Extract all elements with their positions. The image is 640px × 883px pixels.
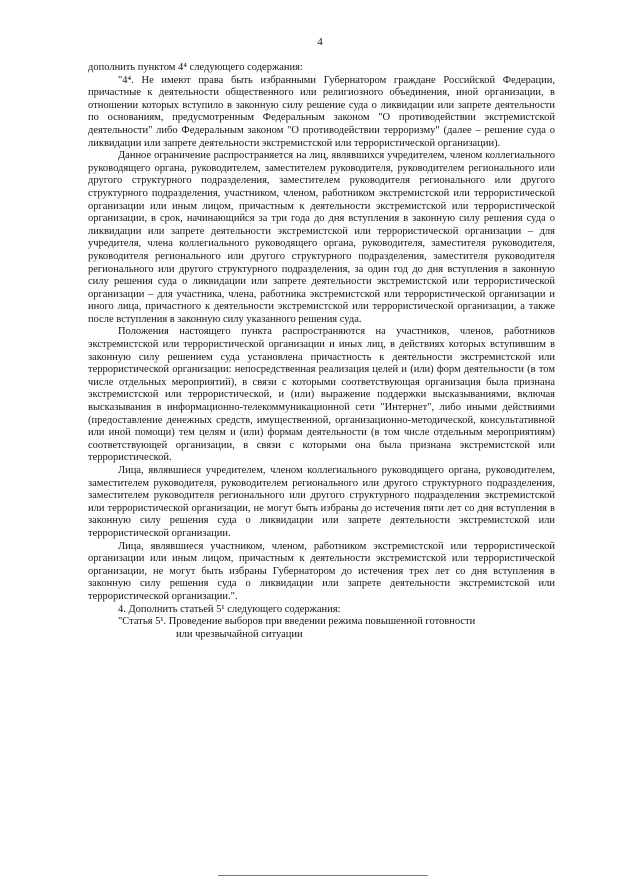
paragraph-add-article: 4. Дополнить статьей 5¹ следующего содержания: (118, 603, 341, 615)
paragraph-provisions: Положения настоящего пункта распространяются на участников, членов, работников экстремистской или террористической организации и иных лиц, в действиях которых вступившим в законную силу решением суда установлена причастность к деятельности экстремистской или террористической организации: непосредственная реализация целей и (или) форм деятельности (в том числе отдельных мероприятий), в связи с которыми соответствующая организация была признана экстремистской или террористической, и (или) выражение поддержки высказываниями, включая высказывания в информационно-телекоммуникационной сети "Интернет", либо иными действиями (предоставление денежных средств, имущественной, организационно-методической, консультативной или иной помощи) тем целям и (или) формам деятельности (в том числе отдельным мероприятиям) соответствующей организации, в связи с которыми она была признана экстремистской или террористической. (88, 326, 555, 464)
intro-line: дополнить пунктом 4⁴ следующего содержания: (88, 62, 303, 73)
paragraph-item-4-4: "4⁴. Не имеют права быть избранными Губернатором граждане Российской Федерации, причастные к деятельности общественного или религиозного объединения, иной организации, в отношении которых вступило в законную силу решение суда о ликвидации или запрете деятельности по основаниям, предусмотренным Федеральным законом "О противодействии экстремистской деятельности" либо Федеральным законом "О противодействии терроризму" (далее – решение суда о ликвидации или запрете деятельности экстремистской или террористической организации). (88, 74, 555, 149)
document-body (88, 62, 555, 641)
article-heading-line1: "Статья 5¹. Проведение выборов при введении режима повышенной готовности (118, 616, 476, 628)
paragraph-members-three-years: Лица, являвшиеся участником, членом, работником экстремистской или террористической организации или иным лицом, причастным к деятельности экстремистской или террористической организации, не могут быть избраны Губернатором до истечения трех лет со дня вступления в законную силу решения суда о ликвидации или запрете деятельности экстремистской или террористической организации.". (88, 540, 555, 602)
page-bottom-divider (218, 875, 428, 876)
article-heading-line2: или чрезвычайной ситуации (176, 628, 303, 640)
page-number: 4 (317, 36, 323, 48)
paragraph-founders-five-years: Лица, являвшиеся учредителем, членом коллегиального руководящего органа, руководителем, заместителем руководителя, руководителем регионального или другого структурного подразделения, заместителем руководителя регионального или другого структурного подразделения экстремистской или террористической организации, не могут быть избраны до истечения пяти лет со дня вступления в законную силу решения суда о ликвидации или запрете деятельности экстремистской или террористической организации. (88, 465, 555, 539)
paragraph-restriction-scope: Данное ограничение распространяется на лиц, являвшихся учредителем, членом коллегиального руководящего органа, руководителем, заместителем руководителя, руководителем регионального или другого структурного подразделения, заместителем руководителя регионального или другого структурного подразделения, участником, членом, работником экстремистской или террористической организации или иным лицом, причастным к деятельности экстремистской или террористической организации, в срок, начинающийся за три года до дня вступления в законную силу решения суда о ликвидации или запрете деятельности экстремистской или террористической организации – для учредителя, члена коллегиального руководящего органа, руководителя, заместителя руководителя, руководителя регионального или другого структурного подразделения, заместителя руководителя регионального или другого структурного подразделения, за один год до дня вступления в законную силу решения суда о ликвидации или запрете деятельности экстремистской или террористической организации – для участника, члена, работника экстремистской или террористической организации и иного лица, причастного к деятельности экстремистской или террористической организации, а также после вступления в законную силу указанного решения суда. (88, 150, 555, 325)
